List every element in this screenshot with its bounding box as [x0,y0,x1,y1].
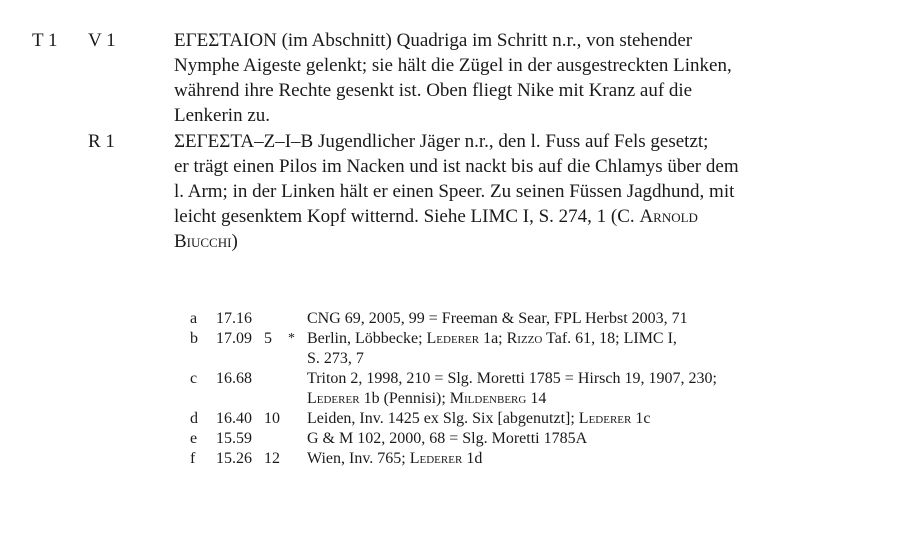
specimen-weight: 16.40 [216,410,252,427]
author-name: Lederer [307,390,360,407]
reverse-line-text: leicht gesenktem Kopf witternd. Siehe LIMC I, S. 274, 1 (C. [174,206,640,227]
reference-line: Wien, Inv. 765; Lederer 1d [307,450,483,467]
author-name: Biucchi [174,231,232,252]
specimen-row [190,409,717,429]
specimen-letter: d [190,410,198,427]
reverse-description [174,129,886,254]
specimen-references [307,409,717,429]
specimen-marker [288,409,307,429]
reverse-line: er trägt einen Pilos im Nacken und ist nackt bis auf die Chlamys über dem [174,156,739,177]
specimen-die-position: 10 [264,410,280,427]
specimen-letter: f [190,450,196,467]
specimen-weight: 17.16 [216,310,252,327]
specimen-die-position: 12 [264,450,280,467]
obverse-line: Lenkerin zu. [174,105,271,126]
obverse-line: ΕΓΕΣΤΑΙΟΝ (im Abschnitt) Quadriga im Schritt n.r., von stehender [174,30,693,51]
specimen-references [307,329,717,369]
specimen-weight: 15.59 [216,430,252,447]
specimen-references [307,449,717,469]
reference-line: G & M 102, 2000, 68 = Slg. Moretti 1785A [307,430,588,447]
specimen-marker [288,369,307,409]
author-name: Lederer [426,330,480,347]
specimen-row [190,369,717,409]
specimen-die-position [264,309,288,329]
specimen-weight: 16.68 [216,370,252,387]
specimen-references [307,309,717,329]
specimen-die-position [264,429,288,449]
specimen-letter: c [190,370,198,387]
specimen-table [190,309,717,469]
closing-paren: ) [231,231,238,252]
specimen-references [307,429,717,449]
specimen-weight: 17.09 [216,330,252,347]
specimen-marker: * [288,331,295,346]
reverse-line [174,229,886,254]
obverse-label: V 1 [88,30,116,51]
specimen-row [190,449,717,469]
reference-line: CNG 69, 2005, 99 = Freeman & Sear, FPL Herbst 2003, 71 [307,310,688,327]
reference-line: S. 273, 7 [307,350,364,367]
specimen-references [307,369,717,409]
obverse-line: während ihre Rechte gesenkt ist. Oben fliegt Nike mit Kranz auf die [174,80,693,101]
type-label: T 1 [32,30,58,51]
specimen-weight: 15.26 [216,450,252,467]
reverse-line [174,204,886,229]
reverse-line: ΣΕΓΕΣΤΑ–Ζ–Ι–Β Jugendlicher Jäger n.r., den l. Fuss auf Fels gesetzt; [174,131,709,152]
specimen-marker [288,449,307,469]
specimen-die-position: 5 [264,330,272,347]
author-name: Lederer [578,410,632,427]
obverse-description [174,28,886,128]
reference-line: Leiden, Inv. 1425 ex Slg. Six [abgenutzt]; Lederer 1c [307,410,651,427]
author-name: Mildenberg [449,390,527,407]
obverse-line: Nymphe Aigeste gelenkt; sie hält die Zügel in der ausgestreckten Linken, [174,55,732,76]
specimen-row [190,309,717,329]
specimen-letter: a [190,310,198,327]
specimen-marker [288,309,307,329]
specimen-letter: b [190,330,198,347]
specimen-marker [288,429,307,449]
reference-line: Lederer 1b (Pennisi); Mildenberg 14 [307,390,547,407]
specimen-row [190,429,717,449]
reverse-label: R 1 [88,131,115,152]
reverse-line: l. Arm; in der Linken hält er einen Speer. Zu seinen Füssen Jagdhund, mit [174,181,735,202]
author-name: Rizzo [506,330,543,347]
specimen-letter: e [190,430,198,447]
author-name: Arnold [639,206,698,227]
author-name: Lederer [409,450,463,467]
reference-line: Triton 2, 1998, 210 = Slg. Moretti 1785 = Hirsch 19, 1907, 230; [307,370,717,387]
specimen-row [190,329,717,369]
specimen-die-position [264,369,288,409]
reference-line: Berlin, Löbbecke; Lederer 1a; Rizzo Taf. 61, 18; LIMC I, [307,330,677,347]
